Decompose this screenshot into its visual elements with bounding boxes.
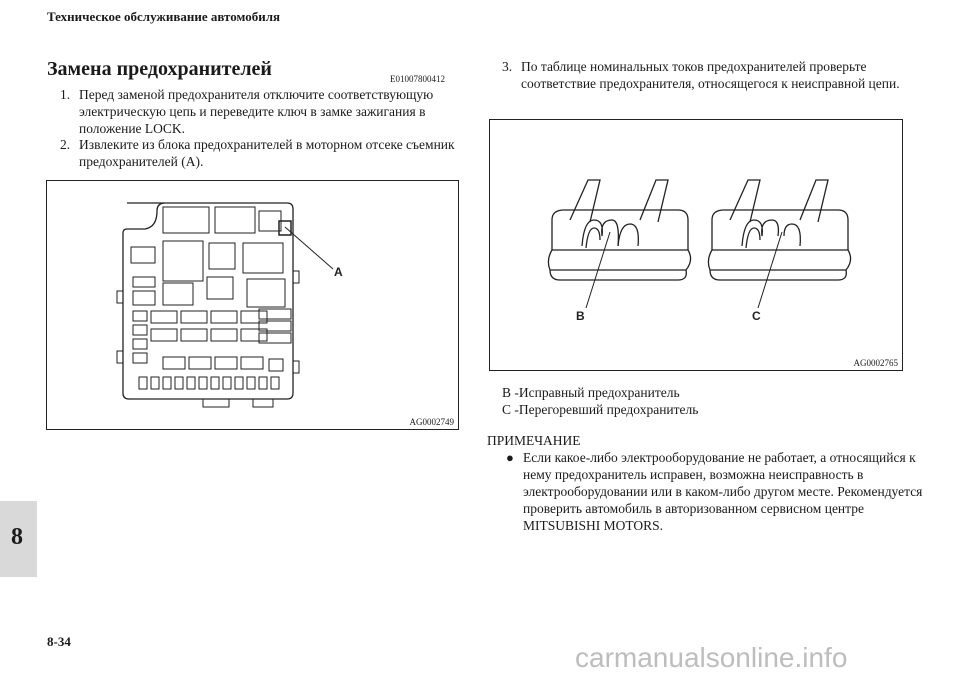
step-3 (502, 58, 922, 112)
article-title: Замена предохранителей (47, 58, 272, 80)
page-number: 8-34 (47, 634, 71, 649)
article-code: E01007800412 (390, 74, 445, 84)
step-text: По таблице номинальных токов предохранителей проверьте соответствие предохранителя, относящегося к неисправной цепи. (521, 59, 900, 91)
fuse-box-figure (46, 180, 459, 430)
section-header: Техническое обслуживание автомобиля (47, 9, 281, 24)
legend-item-b: B -Исправный предохранитель (502, 385, 680, 400)
step-text: Извлеките из блока предохранителей в моторном отсеке съемник предохранителей (A). (79, 137, 455, 169)
step-number: 3. (502, 59, 513, 74)
step-2 (60, 136, 480, 172)
bullet-icon: ● (506, 450, 514, 465)
note-text: Если какое-либо электрооборудование не работает, а относящийся к нему предохранитель исправен, возможна неисправность в электрооборудовании или в каком-либо другом месте. Рекомендуется проверить автомобиль в авторизованном сервисном центре MITSUBISHI MOTORS. (523, 450, 923, 533)
figure-code: AG0002749 (409, 417, 454, 427)
figure-code: AG0002765 (853, 358, 898, 368)
label-b: B (576, 309, 585, 323)
fuse-box-illustration (47, 181, 458, 429)
step-number: 2. (60, 137, 71, 152)
label-c: C (752, 309, 761, 323)
legend-item-c: C -Перегоревший предохранитель (502, 402, 699, 417)
step-text: Перед заменой предохранителя отключите соответствующую электрическую цепь и переведите ключ в замке зажигания в положение LOCK. (79, 87, 434, 136)
fuse-illustration (490, 120, 902, 370)
label-a: A (334, 265, 343, 279)
note-title: ПРИМЕЧАНИЕ (487, 433, 581, 448)
step-1 (60, 86, 480, 140)
fuse-comparison-figure (489, 119, 903, 371)
watermark: carmanualsonline.info (575, 642, 848, 673)
step-number: 1. (60, 87, 71, 102)
chapter-number: 8 (11, 524, 23, 550)
